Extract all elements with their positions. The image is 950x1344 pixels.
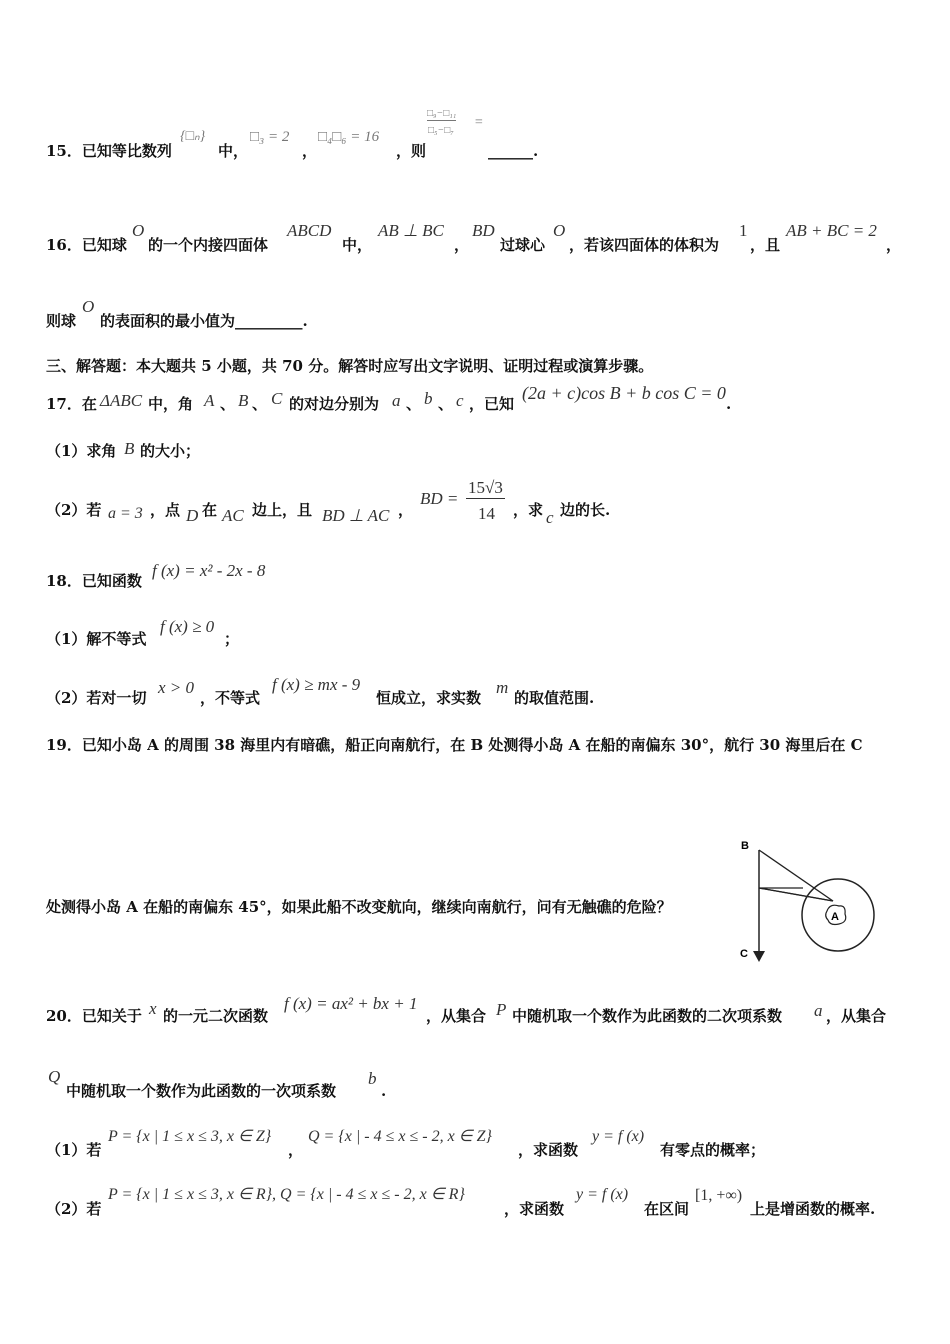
q15-answer-blank: ______. [488, 142, 539, 160]
q15-sequence: {□ₙ} [180, 129, 206, 144]
q16-text1: 的一个内接四面体 [148, 236, 269, 254]
q20-part2-a: （2）若 [46, 1200, 102, 1218]
q17-side-a: a [392, 391, 401, 410]
q17-part2-c: 在 [202, 501, 218, 519]
q20-part1-y: y = f (x) [592, 1128, 645, 1145]
q16-text3: 过球心 [500, 236, 546, 254]
q17-dot: . [726, 395, 732, 413]
q16-sphere-o2: O [82, 297, 95, 316]
q17-part2-frac-den: 14 [478, 504, 495, 523]
q18-part1-ineq: f (x) ≥ 0 [160, 617, 215, 636]
q16-sphere-o: O [132, 221, 145, 240]
q17-sep2: 、 [252, 395, 268, 413]
q17-angle-b: B [238, 391, 249, 410]
q18-part2-c: 恒成立，求实数 [376, 689, 482, 707]
q16-sum: AB + BC = 2 [786, 221, 877, 240]
q15-expr-denominator: □₅−□₇ [428, 125, 454, 136]
q19-label-c: C [740, 948, 748, 960]
q15-then: ，则 [396, 142, 427, 160]
q17-text2: 的对边分别为 [289, 395, 380, 413]
q16-center-o: O [553, 221, 566, 240]
q18-part2-x: x > 0 [158, 678, 195, 697]
q17-part2-a3: a = 3 [108, 505, 143, 522]
q15-mid: 中， [218, 142, 249, 160]
section-3-heading: 三、解答题：本大题共 5 小题，共 70 分。解答时应写出文字说明、证明过程或演算步骤。 [46, 357, 654, 375]
q19-arrow-head [753, 951, 765, 962]
q15-expr-numerator: □₉−□₁₁ [427, 108, 457, 119]
q17-part2-comma: ， [398, 501, 414, 519]
q20-part1-e: 有零点的概率； [660, 1141, 766, 1159]
q17-part2-perp: BD ⊥ AC [322, 506, 390, 525]
q18-part2-a: （2）若对一切 [46, 689, 147, 707]
q17-part2-d: D [186, 506, 199, 525]
q15-cond2: □₄□₆ = 16 [318, 129, 380, 145]
q20-part1-d: ，求函数 [518, 1141, 579, 1159]
q20-set-p: P [496, 1000, 507, 1019]
q19-line1: 19．已知小岛 A 的周围 38 海里内有暗礁，船正向南航行，在 B 处测得小岛 A 在船的南偏东 30°，航行 30 海里后在 C [46, 736, 863, 754]
q17-part2-ac: AC [222, 506, 244, 525]
q17-side-b: b [424, 389, 433, 408]
q16-line2-a: 则球 [46, 312, 77, 330]
q16-text2: 中， [342, 236, 373, 254]
q20-part2-y: y = f (x) [576, 1186, 629, 1203]
q18-part2-d: 的取值范围. [514, 689, 595, 707]
q17-part1-a: （1）求角 [46, 442, 117, 460]
q16-text6: ， [886, 236, 902, 254]
q17-part2-c-side: c [546, 508, 554, 527]
q20-text3: 中随机取一个数作为此函数的二次项系数 [512, 1007, 783, 1025]
q17-sep3: 、 [406, 395, 422, 413]
q20-prefix: 20．已知关于 [46, 1007, 142, 1025]
q20-part1-p: P = {x | 1 ≤ x ≤ 3, x ∈ Z} [108, 1128, 272, 1145]
q17-text3: ，已知 [469, 395, 515, 413]
q20-function: f (x) = ax² + bx + 1 [284, 994, 418, 1013]
q20-b: b [368, 1069, 377, 1088]
q19-label-a: A [831, 911, 839, 923]
q16-comma: ， [454, 236, 470, 254]
q19-label-b: B [741, 840, 749, 852]
q20-part2-c: ，求函数 [504, 1200, 565, 1218]
q18-function: f (x) = x² - 2x - 8 [152, 561, 266, 580]
q17-sep4: 、 [438, 395, 454, 413]
q16-perp: AB ⊥ BC [378, 221, 444, 240]
q16-volume: 1 [739, 221, 748, 240]
q18-part2-ineq: f (x) ≥ mx - 9 [272, 675, 361, 694]
q18-prefix: 18．已知函数 [46, 572, 142, 590]
q17-equation: (2a + c)cos B + b cos C = 0 [522, 383, 726, 403]
q20-part1-q: Q = {x | - 4 ≤ x ≤ - 2, x ∈ Z} [308, 1128, 492, 1145]
q20-text6: . [381, 1082, 387, 1100]
q18-part2-b: ，不等式 [200, 689, 261, 707]
q16-line2-b: 的表面积的最小值为_________. [100, 312, 308, 330]
q20-part2-d: 在区间 [644, 1200, 690, 1218]
q17-part1-b: B [124, 439, 135, 458]
q15-cond1: □₃ = 2 [250, 129, 290, 145]
q15-expr-equals: = [474, 115, 484, 130]
q19-line-ca [759, 888, 833, 901]
q17-part2-bd-eq: BD = [420, 489, 459, 508]
q17-text1: 中，角 [148, 395, 194, 413]
q20-text2: ，从集合 [426, 1007, 487, 1025]
q18-part1-b: ； [224, 630, 240, 648]
q16-prefix: 16．已知球 [46, 236, 127, 254]
q16-bd: BD [472, 221, 495, 240]
q20-a: a [814, 1001, 823, 1020]
q17-part2-a: （2）若 [46, 501, 102, 519]
q16-text4: ，若该四面体的体积为 [569, 236, 720, 254]
q17-side-c: c [456, 391, 464, 410]
q17-part2-text: 边上，且 [252, 501, 313, 519]
q20-text5: 中随机取一个数作为此函数的一次项系数 [66, 1082, 337, 1100]
q17-sep1: 、 [220, 395, 236, 413]
q17-part2-b: ，点 [150, 501, 181, 519]
q18-part2-m: m [496, 678, 509, 697]
q20-part2-interval: [1, +∞) [695, 1187, 743, 1204]
q17-part2-f: ，求 [513, 501, 544, 519]
q20-set-q: Q [48, 1067, 61, 1086]
q17-triangle: ΔABC [100, 391, 143, 410]
q20-text4: ，从集合 [826, 1007, 887, 1025]
q16-abcd: ABCD [287, 221, 332, 240]
q17-part2-frac-num: 15√3 [468, 478, 503, 497]
q19-figure [735, 835, 885, 970]
q19-line2: 处测得小岛 A 在船的南偏东 45°，如果此船不改变航向，继续向南航行，问有无触礁的危险？ [46, 898, 672, 916]
q17-part1-text: 的大小； [140, 442, 201, 460]
q15-comma: ， [302, 142, 318, 160]
q17-angle-a: A [204, 391, 215, 410]
q20-part1-a: （1）若 [46, 1141, 102, 1159]
q16-text5: ，且 [750, 236, 781, 254]
q20-text1: 的一元二次函数 [163, 1007, 269, 1025]
q19-line-ba [759, 850, 833, 901]
q17-part2-g: 边的长. [560, 501, 611, 519]
q17-prefix: 17．在 [46, 395, 97, 413]
q15-prefix: 15．已知等比数列 [46, 142, 172, 160]
q20-part2-pq: P = {x | 1 ≤ x ≤ 3, x ∈ R}, Q = {x | - 4 ≤ x ≤ - 2, x ∈ R} [108, 1186, 465, 1203]
q18-part1-a: （1）解不等式 [46, 630, 147, 648]
q20-x: x [149, 999, 157, 1018]
q17-angle-c: C [271, 389, 283, 408]
q20-part2-e: 上是增函数的概率. [750, 1200, 876, 1218]
q20-part1-comma: ， [288, 1141, 304, 1159]
